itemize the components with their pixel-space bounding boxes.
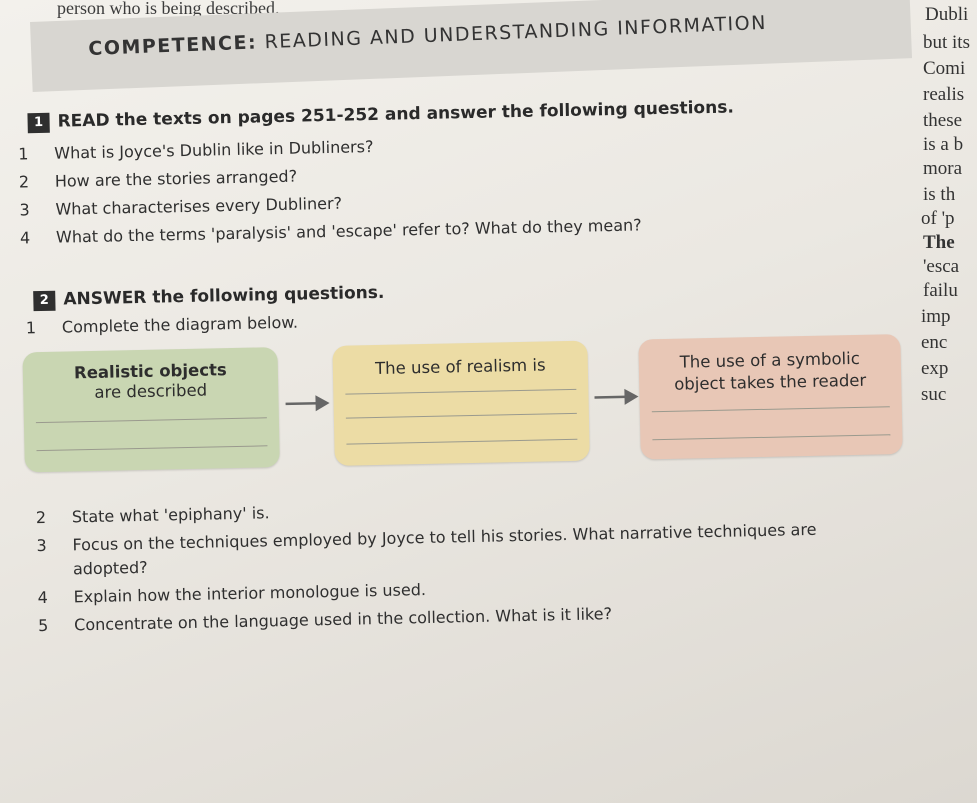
question-text: What do the terms 'paralysis' and 'escape' refer to? What do they mean? bbox=[55, 215, 642, 247]
facing-page-text: enc bbox=[921, 332, 948, 353]
facing-page-text: of 'p bbox=[921, 208, 955, 229]
diagram-box-realism bbox=[332, 341, 589, 466]
question-text: How are the stories arranged? bbox=[54, 166, 298, 191]
exercise-1-question bbox=[20, 215, 642, 247]
question-text: What is Joyce's Dublin like in Dubliners? bbox=[54, 137, 374, 163]
exercise-2-verb: ANSWER bbox=[63, 287, 147, 310]
facing-page-text: 'esca bbox=[923, 256, 960, 277]
arrow-right-icon bbox=[590, 385, 640, 408]
facing-page-text: Comi bbox=[923, 58, 966, 79]
question-number: 2 bbox=[18, 172, 30, 192]
exercise-2-question bbox=[36, 520, 816, 555]
facing-page-text: these bbox=[923, 110, 963, 131]
facing-page-fragment bbox=[917, 0, 977, 470]
exercise-2-question bbox=[38, 604, 612, 635]
facing-page-text: The bbox=[923, 232, 955, 253]
diagram-box-realistic-objects bbox=[22, 347, 279, 472]
exercise-1-number: 1 bbox=[27, 113, 49, 133]
question-number: 2 bbox=[35, 507, 47, 528]
facing-page-text: imp bbox=[921, 306, 951, 327]
facing-page-text: failu bbox=[923, 280, 958, 301]
question-text: What characterises every Dubliner? bbox=[55, 193, 343, 219]
answer-line[interactable] bbox=[36, 445, 267, 451]
exercise-1-question bbox=[18, 137, 374, 163]
arrow-right-icon bbox=[281, 392, 331, 415]
answer-line[interactable] bbox=[652, 434, 890, 440]
top-text-snippet: person who is being described. bbox=[57, 0, 280, 18]
facing-page-text: suc bbox=[921, 384, 947, 405]
competence-label: COMPETENCE: bbox=[88, 31, 258, 60]
exercise-1-question bbox=[19, 194, 342, 220]
competence-text: READING AND UNDERSTANDING INFORMATION bbox=[264, 11, 768, 54]
facing-page-text: but its bbox=[923, 32, 970, 53]
exercise-2-instruction: the following questions. bbox=[152, 282, 385, 308]
question-text: State what 'epiphany' is. bbox=[71, 503, 270, 527]
diagram-box-symbolic-object bbox=[638, 334, 902, 459]
question-number: 4 bbox=[19, 228, 31, 248]
diagram-box-3-text: object takes the reader bbox=[674, 370, 867, 394]
facing-page-text: mora bbox=[923, 158, 963, 179]
question-text: Focus on the techniques employed by Joyce to tell his stories. What narrative techniques are bbox=[72, 519, 817, 555]
question-number: 5 bbox=[37, 615, 49, 636]
question-number: 4 bbox=[37, 587, 48, 608]
question-text: Complete the diagram below. bbox=[61, 312, 299, 337]
exercise-2-number: 2 bbox=[33, 291, 55, 311]
facing-page-text: exp bbox=[921, 358, 949, 379]
exercise-1-question bbox=[19, 167, 298, 192]
answer-line[interactable] bbox=[346, 439, 577, 445]
question-number: 1 bbox=[25, 318, 37, 338]
answer-line[interactable] bbox=[36, 417, 267, 423]
question-number: 3 bbox=[19, 200, 30, 220]
answer-line[interactable] bbox=[652, 406, 890, 412]
exercise-2-question bbox=[26, 313, 298, 338]
question-text: Concentrate on the language used in the collection. What is it like? bbox=[73, 604, 613, 635]
exercise-1-instruction: the texts on pages 251-252 and answer the following questions. bbox=[115, 97, 735, 131]
answer-line[interactable] bbox=[346, 413, 577, 419]
exercise-2-question bbox=[36, 503, 270, 527]
exercise-2-question-continuation: adopted? bbox=[72, 557, 148, 579]
facing-page-text: is th bbox=[923, 184, 956, 205]
question-number: 1 bbox=[18, 144, 29, 164]
answer-line[interactable] bbox=[345, 389, 576, 395]
facing-page-text: Dubli bbox=[925, 4, 969, 25]
diagram-box-1-text: are described bbox=[94, 380, 208, 402]
diagram-box-2-text: The use of realism is bbox=[374, 355, 546, 379]
diagram-box-3-title: The use of a symbolic bbox=[679, 348, 861, 372]
exercise-1-heading bbox=[27, 97, 734, 133]
question-text: Explain how the interior monologue is used. bbox=[73, 580, 427, 607]
exercise-2-question bbox=[37, 580, 426, 607]
facing-page-text: is a b bbox=[923, 134, 964, 155]
exercise-1-verb: READ bbox=[57, 110, 110, 132]
facing-page-text: realis bbox=[923, 84, 965, 105]
diagram-box-1-title: Realistic objects bbox=[73, 360, 227, 383]
exercise-2-heading bbox=[33, 283, 384, 311]
question-number: 3 bbox=[36, 535, 47, 556]
